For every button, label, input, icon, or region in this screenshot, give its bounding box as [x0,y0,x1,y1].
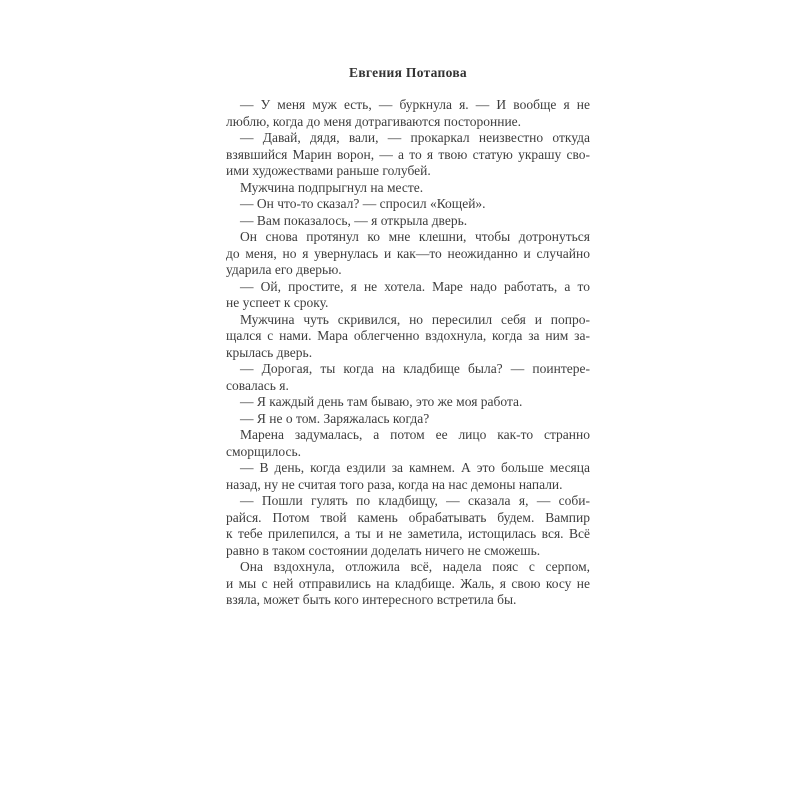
text-line: Марена задумалась, а потом ее лицо как-то странно [240,427,590,442]
text-line: — Он что-то сказал? — спросил «Кощей». [240,196,486,211]
text-line: ими художествами раньше голубей. [226,163,431,178]
text-line: совалась я. [226,377,289,393]
text-line: — У меня муж есть, — буркнула я. — И вообще я не [240,97,590,112]
text-line: — Вам показалось, — я открыла дверь. [240,212,468,228]
text-line: сморщилось. [226,443,302,459]
text-column [226,65,590,609]
text-line: Мужчина чуть скривился, но пересилил себя и попро- [240,311,590,327]
paragraph [226,130,590,180]
paragraph [226,427,590,460]
text-line: райся. Потом твой камень обрабатывать будем. Вампир [226,509,590,525]
body-text [226,97,590,609]
text-line: взяла, может быть кого интересного встретила бы. [226,592,517,607]
text-line: взявшийся Марин ворон, — а то я твою статую украшу сво- [226,146,590,162]
paragraph [226,229,590,279]
paragraph [226,213,590,230]
text-line: — Я не о том. Заряжалась когда? [240,410,430,426]
paragraph [226,279,590,312]
text-line: — Пошли гулять по кладбищу, — сказала я, — соби- [240,493,590,508]
text-line: люблю, когда до меня дотрагиваются посторонние. [226,113,522,129]
text-line: до меня, но я увернулась и как—то неожиданно и случайно [226,245,590,261]
paragraph [226,411,590,428]
paragraph [226,97,590,130]
text-line: назад, ну не считая того раза, когда на нас демоны напали. [226,476,563,492]
paragraph [226,180,590,197]
text-line: — Давай, дядя, вали, — прокаркал неизвестно откуда [240,130,590,145]
text-line: ударила его дверью. [226,262,342,277]
paragraph [226,361,590,394]
text-line: равно в таком состоянии доделать ничего не сможешь. [226,542,541,558]
paragraph [226,493,590,559]
paragraph [226,559,590,609]
text-line: — В день, когда ездили за камнем. А это больше месяца [240,460,590,475]
text-line: Мужчина подпрыгнул на месте. [240,179,424,195]
text-line: не успеет к сроку. [226,295,329,310]
paragraph [226,460,590,493]
paragraph [226,196,590,213]
text-line: — Дорогая, ты когда на кладбище была? — поинтере- [240,361,590,376]
running-head-author: Евгения Потапова [349,65,467,80]
paragraph [226,394,590,411]
text-line: к тебе прилепился, а ты и не заметила, истощилась вся. Всё [226,526,590,541]
text-line: — Ой, простите, я не хотела. Маре надо работать, а то [240,278,590,294]
text-line: Она вздохнула, отложила всё, надела пояс с серпом, [240,559,590,574]
text-line: крылась дверь. [226,344,313,360]
text-line: и мы с ней отправились на кладбище. Жаль, я свою косу не [226,575,590,591]
text-line: щался с нами. Мара облегченно вздохнула, когда за ним за- [226,328,590,343]
text-line: Он снова протянул ко мне клешни, чтобы дотронуться [240,229,590,244]
paragraph [226,312,590,362]
text-line: — Я каждый день там бываю, это же моя работа. [240,394,523,409]
